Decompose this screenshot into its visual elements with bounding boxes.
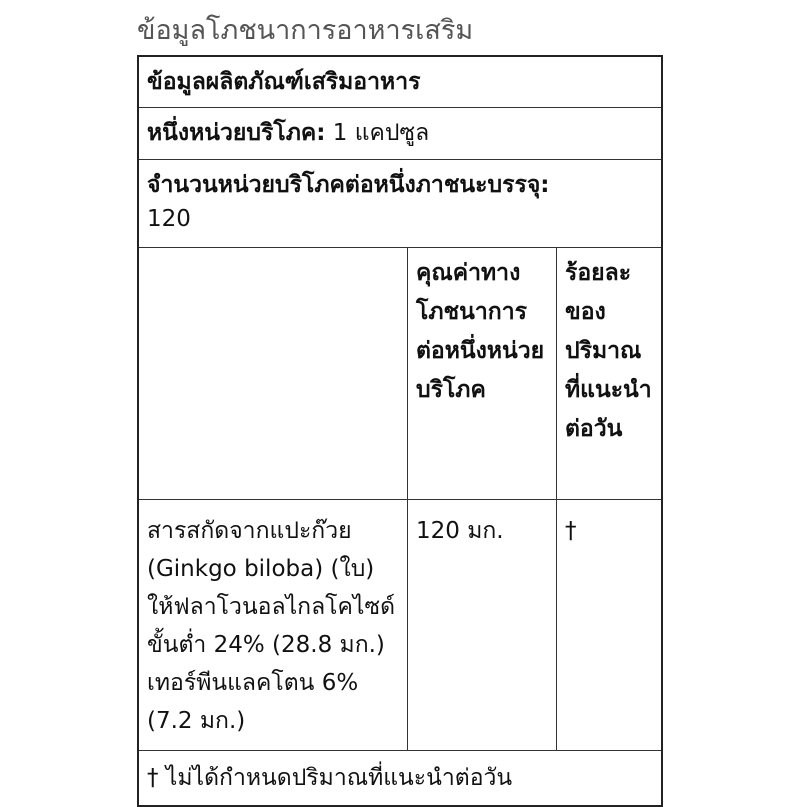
panel-title: ข้อมูลผลิตภัณฑ์เสริมอาหาร: [139, 57, 661, 108]
ingredient-daily-value: †: [565, 518, 577, 544]
supplement-facts-panel: [137, 55, 663, 807]
amount-column-header: คุณค่าทางโภชนาการต่อหนึ่งหน่วยบริโภค: [408, 248, 557, 499]
serving-size-row: [139, 108, 661, 160]
daily-value-column-header: ร้อยละของปริมาณที่แนะนำต่อวัน: [565, 260, 652, 442]
image-caption: ข้อมูลโภชนาการอาหารเสริม: [137, 15, 474, 46]
servings-per-container-label: จำนวนหน่วยบริโภคต่อหนึ่งภาชนะบรรจุ:: [147, 172, 550, 198]
serving-size-value: 1 แคปซูล: [325, 120, 430, 146]
servings-per-container-row: [139, 160, 661, 248]
ingredient-column-header: [139, 248, 408, 499]
ingredient-row: [139, 500, 661, 751]
servings-per-container-value: 120: [147, 206, 191, 232]
column-header-row: [139, 248, 661, 500]
ingredient-name: สารสกัดจากแปะก๊วย (Ginkgo biloba) (ใบ) ให้ฟลาโวนอลไกลโคไซด์ขั้นต่ำ 24% (28.8 มก.) เทอร์พีนแลคโตน 6% (7.2 มก.): [139, 500, 408, 750]
serving-size-label: หนึ่งหน่วยบริโภค:: [147, 120, 326, 146]
footnote: † ไม่ได้กำหนดปริมาณที่แนะนำต่อวัน: [147, 765, 513, 791]
ingredient-amount: 120 มก.: [408, 500, 557, 750]
